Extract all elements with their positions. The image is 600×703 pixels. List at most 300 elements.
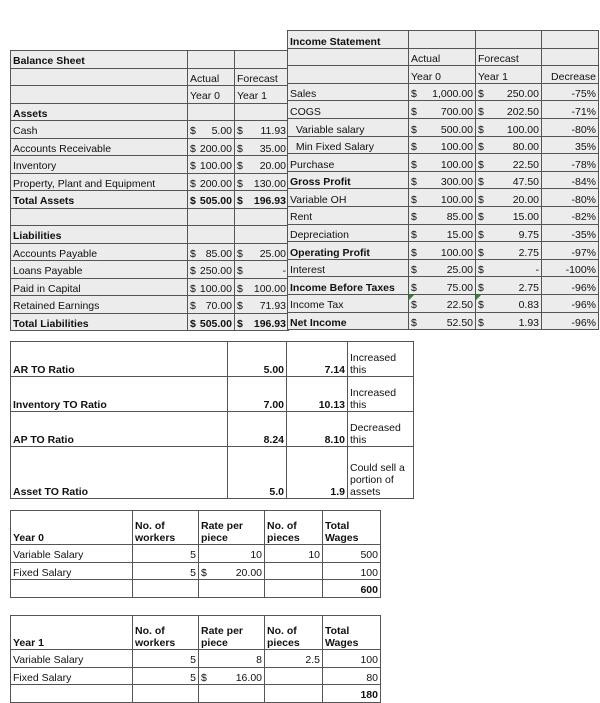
currency-symbol: $	[190, 142, 196, 155]
table-cell[interactable]	[235, 261, 289, 279]
table-cell[interactable]: Decreased this	[348, 412, 414, 447]
table-cell[interactable]: Actual	[188, 68, 235, 86]
amount: 196.93	[253, 317, 286, 330]
amount: 15.00	[512, 211, 539, 224]
amount: 22.50	[512, 158, 539, 171]
currency-symbol: $	[411, 264, 417, 277]
table-cell[interactable]	[11, 685, 133, 703]
currency-symbol: $	[478, 317, 484, 330]
currency-symbol: $	[411, 193, 417, 206]
table-cell[interactable]	[288, 66, 409, 84]
table-cell[interactable]: Total Liabilities	[11, 313, 188, 331]
table-cell[interactable]: Fixed Salary	[11, 562, 133, 580]
table-cell[interactable]: 5	[133, 545, 199, 563]
currency-symbol: $	[237, 317, 243, 330]
table-cell[interactable]: Forecast	[235, 68, 289, 86]
currency-symbol: $	[478, 246, 484, 259]
table-cell[interactable]	[409, 224, 476, 242]
table-cell[interactable]	[476, 242, 542, 260]
table-cell[interactable]	[235, 156, 289, 174]
table-cell[interactable]	[409, 83, 476, 101]
table-cell[interactable]	[476, 101, 542, 119]
table-cell[interactable]: Asset TO Ratio	[11, 447, 228, 499]
table-cell[interactable]: No. of pieces	[265, 616, 323, 650]
table-cell[interactable]	[11, 86, 188, 104]
table-cell[interactable]: 10.13	[287, 377, 348, 412]
table-cell[interactable]: 100	[323, 650, 381, 668]
table-row	[11, 121, 289, 139]
table-cell[interactable]: COGS	[288, 101, 409, 119]
amount: 85.00	[446, 211, 473, 224]
table-cell[interactable]: Year 0	[409, 66, 476, 84]
amount: 505.00	[199, 317, 232, 330]
table-cell[interactable]: Interest	[288, 259, 409, 277]
currency-symbol: $	[411, 176, 417, 189]
table-cell[interactable]	[188, 138, 235, 156]
table-cell[interactable]: 5	[133, 667, 199, 685]
table-cell[interactable]: Income Tax	[288, 294, 409, 312]
table-row	[288, 118, 599, 136]
table-cell[interactable]	[188, 191, 235, 209]
wages-year0-table	[10, 510, 381, 598]
table-cell[interactable]	[476, 259, 542, 277]
table-cell[interactable]: Inventory TO Ratio	[11, 377, 228, 412]
table-row	[11, 208, 289, 226]
table-cell[interactable]	[235, 313, 289, 331]
amount: 100.00	[506, 123, 539, 136]
amount: 35.00	[259, 142, 286, 155]
table-cell[interactable]: Total Wages	[323, 511, 381, 545]
table-row	[288, 171, 599, 189]
currency-symbol: $	[190, 300, 196, 313]
table-cell[interactable]: 80	[323, 667, 381, 685]
table-cell[interactable]: AR TO Ratio	[11, 342, 228, 377]
table-cell[interactable]: Purchase	[288, 154, 409, 172]
amount: 100.00	[440, 158, 473, 171]
table-cell[interactable]: 35%	[542, 136, 599, 154]
amount: 80.00	[512, 141, 539, 154]
amount: 9.75	[518, 229, 539, 242]
amount: 1.93	[518, 317, 539, 330]
table-cell[interactable]: -96%	[542, 277, 599, 295]
table-cell[interactable]: Rent	[288, 206, 409, 224]
table-row	[288, 154, 599, 172]
table-cell[interactable]	[188, 278, 235, 296]
table-cell[interactable]: Inventory	[11, 156, 188, 174]
table-row	[288, 136, 599, 154]
table-cell[interactable]	[265, 685, 323, 703]
table-cell[interactable]	[409, 312, 476, 330]
amount: 16.00	[235, 671, 262, 684]
amount: 500.00	[440, 123, 473, 136]
amount: 100.00	[440, 141, 473, 154]
table-cell[interactable]: Year 0	[188, 86, 235, 104]
table-cell[interactable]	[188, 261, 235, 279]
table-cell[interactable]: 600	[323, 580, 381, 598]
table-cell[interactable]	[476, 83, 542, 101]
currency-symbol: $	[190, 317, 196, 330]
table-cell[interactable]	[11, 68, 188, 86]
table-cell[interactable]	[409, 259, 476, 277]
amount: 70.00	[205, 300, 232, 313]
currency-symbol: $	[478, 299, 484, 312]
table-cell[interactable]: Year 1	[476, 66, 542, 84]
amount: 25.00	[446, 264, 473, 277]
table-cell[interactable]: -75%	[542, 83, 599, 101]
table-cell[interactable]: 5.00	[228, 342, 287, 377]
table-cell[interactable]: Could sell a portion of assets	[348, 447, 414, 499]
amount: 22.50	[446, 299, 473, 312]
table-cell[interactable]: 180	[323, 685, 381, 703]
table-cell[interactable]	[235, 296, 289, 314]
table-row	[11, 191, 289, 209]
table-cell[interactable]	[188, 313, 235, 331]
table-cell[interactable]: -84%	[542, 171, 599, 189]
currency-symbol: $	[478, 193, 484, 206]
currency-symbol: $	[190, 125, 196, 138]
table-cell[interactable]	[235, 173, 289, 191]
amount: 75.00	[446, 281, 473, 294]
table-cell[interactable]: Variable Salary	[11, 545, 133, 563]
table-cell[interactable]: -35%	[542, 224, 599, 242]
table-cell[interactable]: Sales	[288, 83, 409, 101]
table-cell[interactable]: 8.10	[287, 412, 348, 447]
table-row	[11, 412, 414, 447]
table-cell[interactable]	[542, 48, 599, 66]
table-cell[interactable]: Actual	[409, 48, 476, 66]
table-row	[11, 616, 381, 650]
table-cell[interactable]	[409, 171, 476, 189]
currency-symbol: $	[237, 125, 243, 138]
table-cell[interactable]	[188, 121, 235, 139]
table-cell[interactable]: -78%	[542, 154, 599, 172]
currency-symbol: $	[411, 299, 417, 312]
currency-symbol: $	[478, 211, 484, 224]
table-cell[interactable]: Fixed Salary	[11, 667, 133, 685]
table-cell[interactable]: Retained Earnings	[11, 296, 188, 314]
table-cell[interactable]: 5.0	[228, 447, 287, 499]
table-cell[interactable]: Gross Profit	[288, 171, 409, 189]
currency-symbol: $	[237, 300, 243, 313]
table-cell[interactable]	[188, 226, 235, 244]
amount: 20.00	[512, 193, 539, 206]
table-cell[interactable]	[133, 580, 199, 598]
currency-symbol: $	[411, 317, 417, 330]
table-cell[interactable]	[235, 103, 289, 121]
table-cell[interactable]: -80%	[542, 118, 599, 136]
table-row	[11, 511, 381, 545]
table-cell[interactable]	[265, 667, 323, 685]
amount: 71.93	[259, 300, 286, 313]
table-cell[interactable]	[199, 667, 265, 685]
table-cell[interactable]	[188, 208, 235, 226]
currency-symbol: $	[237, 247, 243, 260]
currency-symbol: $	[190, 160, 196, 173]
table-cell[interactable]: Cash	[11, 121, 188, 139]
table-row	[288, 31, 599, 49]
amount: 100.00	[199, 160, 232, 173]
table-cell[interactable]: Liabilities	[11, 226, 188, 244]
table-cell[interactable]: Rate per piece	[199, 511, 265, 545]
table-cell[interactable]: Decrease	[542, 66, 599, 84]
table-cell[interactable]	[235, 51, 289, 69]
table-cell[interactable]	[188, 103, 235, 121]
table-cell[interactable]	[235, 226, 289, 244]
table-cell[interactable]: Increased this	[348, 342, 414, 377]
table-cell[interactable]	[133, 685, 199, 703]
table-cell[interactable]: 500	[323, 545, 381, 563]
table-row	[11, 103, 289, 121]
table-cell[interactable]	[188, 243, 235, 261]
table-cell[interactable]	[409, 242, 476, 260]
table-cell[interactable]	[409, 136, 476, 154]
table-cell[interactable]: -71%	[542, 101, 599, 119]
amount: 52.50	[446, 317, 473, 330]
currency-symbol: $	[237, 142, 243, 155]
table-cell[interactable]	[409, 206, 476, 224]
table-cell[interactable]: 10	[265, 545, 323, 563]
table-cell[interactable]	[476, 312, 542, 330]
amount: 20.00	[259, 160, 286, 173]
currency-symbol: $	[190, 265, 196, 278]
table-cell[interactable]: 2.5	[265, 650, 323, 668]
table-cell[interactable]: 1.9	[287, 447, 348, 499]
currency-symbol: $	[478, 176, 484, 189]
table-cell[interactable]: Rate per piece	[199, 616, 265, 650]
table-cell[interactable]	[199, 580, 265, 598]
table-cell[interactable]: 7.14	[287, 342, 348, 377]
table-cell[interactable]	[409, 277, 476, 295]
table-cell[interactable]	[476, 171, 542, 189]
currency-symbol: $	[478, 281, 484, 294]
currency-symbol: $	[190, 247, 196, 260]
table-cell[interactable]	[409, 101, 476, 119]
table-row	[288, 294, 599, 312]
amount: 100.00	[199, 282, 232, 295]
table-cell[interactable]	[188, 156, 235, 174]
table-cell[interactable]	[188, 51, 235, 69]
table-cell[interactable]: -96%	[542, 294, 599, 312]
amount: -	[282, 265, 286, 278]
table-row	[11, 447, 414, 499]
table-row	[288, 206, 599, 224]
table-cell[interactable]: No. of workers	[133, 511, 199, 545]
table-cell[interactable]: 100	[323, 562, 381, 580]
amount: 20.00	[235, 566, 262, 579]
table-cell[interactable]: No. of pieces	[265, 511, 323, 545]
table-cell[interactable]: Min Fixed Salary	[288, 136, 409, 154]
amount: 200.00	[199, 177, 232, 190]
amount: 2.75	[518, 281, 539, 294]
table-row	[11, 278, 289, 296]
table-row	[288, 277, 599, 295]
table-cell[interactable]	[409, 189, 476, 207]
table-cell[interactable]: Forecast	[476, 48, 542, 66]
currency-symbol: $	[201, 671, 207, 684]
table-cell[interactable]	[409, 154, 476, 172]
table-cell[interactable]	[11, 580, 133, 598]
currency-symbol: $	[478, 105, 484, 118]
currency-symbol: $	[237, 195, 243, 208]
table-row	[11, 51, 289, 69]
table-cell[interactable]: 7.00	[228, 377, 287, 412]
table-cell[interactable]: Property, Plant and Equipment	[11, 173, 188, 191]
amount: 11.93	[260, 125, 286, 138]
currency-symbol: $	[478, 141, 484, 154]
amount: 300.00	[440, 176, 473, 189]
currency-symbol: $	[411, 229, 417, 242]
table-cell[interactable]: Variable OH	[288, 189, 409, 207]
table-cell[interactable]: -82%	[542, 206, 599, 224]
table-row	[11, 68, 289, 86]
table-cell[interactable]	[476, 277, 542, 295]
table-cell[interactable]	[476, 189, 542, 207]
income-statement-table	[287, 30, 599, 330]
table-cell[interactable]	[409, 294, 476, 312]
table-cell[interactable]: Variable salary	[288, 118, 409, 136]
currency-symbol: $	[201, 566, 207, 579]
table-cell[interactable]: -80%	[542, 189, 599, 207]
table-row	[11, 580, 381, 598]
wages-year1-table	[10, 615, 381, 703]
table-cell[interactable]: 8.24	[228, 412, 287, 447]
table-cell[interactable]: No. of workers	[133, 616, 199, 650]
amount: 5.00	[211, 125, 232, 138]
table-cell[interactable]	[476, 294, 542, 312]
table-cell[interactable]: 5	[133, 650, 199, 668]
table-cell[interactable]	[235, 191, 289, 209]
amount: 505.00	[199, 195, 232, 208]
table-cell[interactable]	[476, 118, 542, 136]
table-cell[interactable]	[409, 31, 476, 49]
amount: 100.00	[253, 282, 286, 295]
table-cell[interactable]	[199, 685, 265, 703]
table-row	[11, 86, 289, 104]
table-cell[interactable]: -100%	[542, 259, 599, 277]
table-cell[interactable]	[476, 206, 542, 224]
table-cell[interactable]: -97%	[542, 242, 599, 260]
table-cell[interactable]	[265, 580, 323, 598]
amount: 200.00	[199, 142, 232, 155]
table-cell[interactable]: Loans Payable	[11, 261, 188, 279]
currency-symbol: $	[478, 88, 484, 101]
table-cell[interactable]	[199, 562, 265, 580]
table-cell[interactable]: 5	[133, 562, 199, 580]
table-row	[11, 685, 381, 703]
table-cell[interactable]: Income Before Taxes	[288, 277, 409, 295]
currency-symbol: $	[478, 123, 484, 136]
table-cell[interactable]: -96%	[542, 312, 599, 330]
table-row	[11, 156, 289, 174]
currency-symbol: $	[411, 211, 417, 224]
currency-symbol: $	[237, 265, 243, 278]
table-cell[interactable]	[542, 31, 599, 49]
currency-symbol: $	[411, 281, 417, 294]
table-cell[interactable]: Variable Salary	[11, 650, 133, 668]
table-cell[interactable]	[476, 154, 542, 172]
currency-symbol: $	[411, 88, 417, 101]
table-row	[11, 667, 381, 685]
table-cell[interactable]: 8	[199, 650, 265, 668]
table-cell[interactable]: Paid in Capital	[11, 278, 188, 296]
table-row	[11, 138, 289, 156]
table-cell[interactable]	[409, 118, 476, 136]
table-cell[interactable]: 10	[199, 545, 265, 563]
amount: 1,000.00	[432, 88, 473, 101]
table-cell[interactable]	[188, 173, 235, 191]
table-row	[288, 66, 599, 84]
currency-symbol: $	[478, 264, 484, 277]
table-cell[interactable]: AP TO Ratio	[11, 412, 228, 447]
table-row	[288, 189, 599, 207]
table-cell[interactable]	[235, 208, 289, 226]
balance-sheet-table	[10, 50, 289, 331]
currency-symbol: $	[478, 229, 484, 242]
table-cell[interactable]	[288, 48, 409, 66]
table-cell[interactable]	[235, 121, 289, 139]
table-row	[288, 224, 599, 242]
table-cell[interactable]: Accounts Receivable	[11, 138, 188, 156]
amount: 202.50	[506, 105, 539, 118]
table-cell[interactable]	[188, 296, 235, 314]
table-cell[interactable]	[235, 243, 289, 261]
table-cell[interactable]: Total Assets	[11, 191, 188, 209]
table-cell[interactable]: Depreciation	[288, 224, 409, 242]
table-cell[interactable]: Increased this	[348, 377, 414, 412]
table-cell[interactable]: Accounts Payable	[11, 243, 188, 261]
table-row	[288, 83, 599, 101]
table-cell[interactable]: Year 0	[11, 511, 133, 545]
currency-symbol: $	[411, 158, 417, 171]
table-cell[interactable]	[235, 278, 289, 296]
table-row	[288, 242, 599, 260]
table-row	[11, 313, 289, 331]
amount: 100.00	[440, 193, 473, 206]
currency-symbol: $	[190, 195, 196, 208]
table-cell[interactable]: Operating Profit	[288, 242, 409, 260]
currency-symbol: $	[478, 158, 484, 171]
table-cell[interactable]: Year 1	[11, 616, 133, 650]
table-cell[interactable]: Balance Sheet	[11, 51, 188, 69]
table-cell[interactable]: Total Wages	[323, 616, 381, 650]
currency-symbol: $	[411, 105, 417, 118]
amount: 250.00	[506, 88, 539, 101]
amount: 15.00	[446, 229, 473, 242]
table-cell[interactable]	[11, 208, 188, 226]
table-row	[11, 377, 414, 412]
table-cell[interactable]	[476, 136, 542, 154]
currency-symbol: $	[237, 177, 243, 190]
table-cell[interactable]	[476, 31, 542, 49]
amount: 0.83	[518, 299, 539, 312]
table-row	[11, 650, 381, 668]
table-row	[11, 261, 289, 279]
table-cell[interactable]	[476, 224, 542, 242]
table-cell[interactable]	[265, 562, 323, 580]
currency-symbol: $	[190, 282, 196, 295]
table-cell[interactable]: Net Income	[288, 312, 409, 330]
table-row	[288, 101, 599, 119]
table-row	[11, 296, 289, 314]
table-cell[interactable]: Income Statement	[288, 31, 409, 49]
table-cell[interactable]	[235, 138, 289, 156]
currency-symbol: $	[411, 123, 417, 136]
table-cell[interactable]: Assets	[11, 103, 188, 121]
currency-symbol: $	[411, 141, 417, 154]
amount: 196.93	[253, 195, 286, 208]
amount: 25.00	[259, 247, 286, 260]
table-cell[interactable]: Year 1	[235, 86, 289, 104]
